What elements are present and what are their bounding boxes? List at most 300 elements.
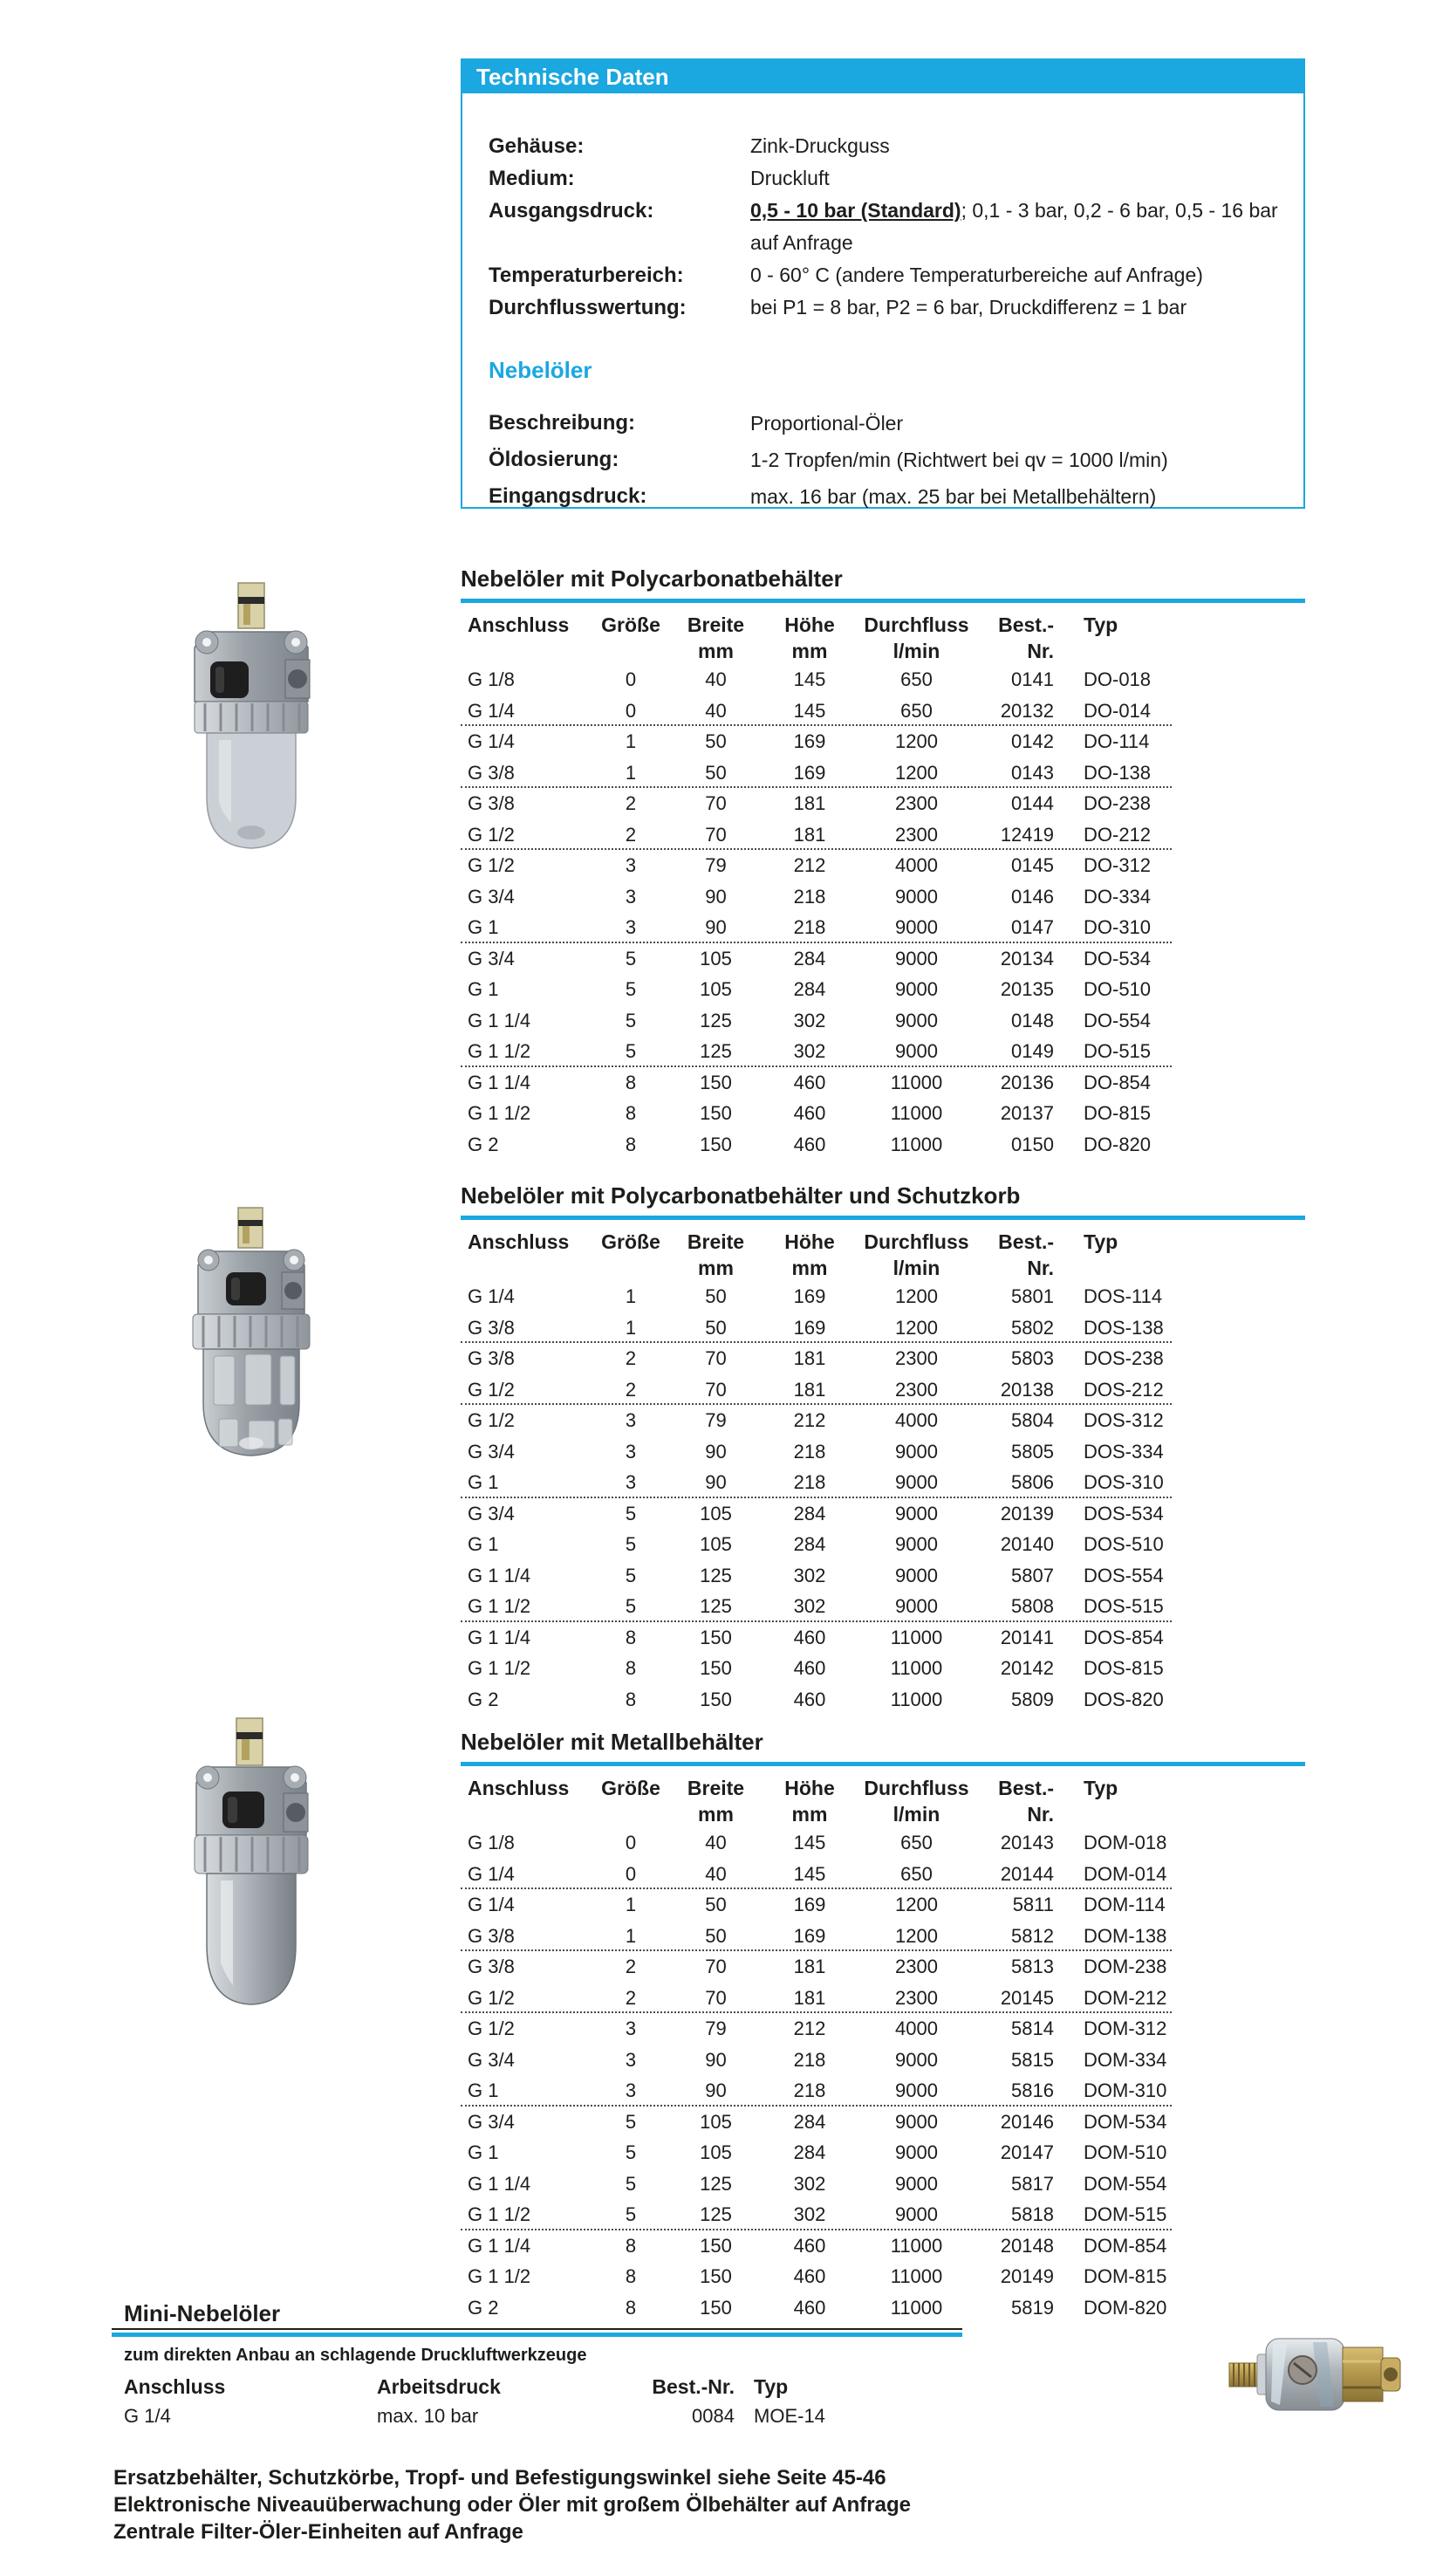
table-section-schutzkorb [461, 1182, 1305, 1715]
table-row [461, 1859, 1305, 1890]
table-cell: 20141 [1000, 1626, 1054, 1648]
column-units-row [461, 1255, 1305, 1281]
table-row [461, 2137, 1305, 2168]
nebeloeler-subheader: Nebelöler [489, 357, 592, 383]
table-cell: DO-854 [1084, 1071, 1152, 1093]
tech-value-part: 0,5 - 10 bar (Standard) [750, 199, 961, 222]
table-cell: 5 [625, 2141, 637, 2163]
table-cell: 3 [625, 2018, 637, 2039]
table-cell: 1 [625, 1316, 637, 1339]
table-body [461, 664, 1305, 1160]
table-cell: DOS-854 [1084, 1626, 1164, 1648]
column-unit [592, 1801, 670, 1827]
table-cell: 105 [700, 1502, 732, 1524]
table-cell: 4000 [895, 854, 938, 876]
table-cell: 460 [793, 1102, 826, 1124]
table-cell: 20135 [1000, 978, 1054, 1000]
table-cell: G 1 1/2 [468, 1102, 531, 1124]
table-cell: 105 [700, 2141, 732, 2163]
table-cell: DO-014 [1084, 699, 1152, 722]
table-row [461, 695, 1305, 727]
table-cell: 9000 [895, 2172, 938, 2195]
table-section-polycarbonate [461, 565, 1305, 1160]
table-cell: G 3/8 [468, 792, 515, 814]
table-cell: 90 [705, 1471, 727, 1493]
column-header: Durchfluss [864, 1230, 969, 1253]
tech-data-label: Medium: [489, 167, 575, 190]
table-cell: 0145 [1011, 854, 1054, 876]
table-cell: 0142 [1011, 730, 1054, 752]
table-cell: 105 [700, 978, 732, 1000]
table-cell: DOS-554 [1084, 1564, 1164, 1586]
table-cell: 5 [625, 1502, 637, 1524]
title-rule [461, 1762, 1305, 1766]
table-cell: 218 [793, 1471, 826, 1493]
mini-table [112, 2373, 962, 2430]
table-cell: 212 [793, 2018, 826, 2039]
title-rule [461, 1216, 1305, 1220]
table-cell: 3 [625, 2079, 637, 2101]
table-row [461, 1374, 1305, 1406]
tech-data-label: Durchflusswertung: [489, 296, 687, 319]
table-cell: 2300 [895, 1378, 938, 1401]
table-cell: 5812 [1011, 1924, 1054, 1947]
table-cell: 3 [625, 1471, 637, 1493]
oiler-metal-bowl-illustration [181, 1715, 322, 2011]
table-row [461, 1005, 1305, 1037]
table-cell: 150 [700, 1133, 732, 1155]
table-cell: 5814 [1011, 2018, 1054, 2039]
table-cell: 125 [700, 1564, 732, 1586]
mini-section-title: Mini-Nebelöler [124, 2300, 281, 2326]
table-cell: G 1 1/4 [468, 2172, 531, 2195]
table-cell: 50 [705, 1894, 727, 1915]
table-cell: 1 [625, 1924, 637, 1947]
table-cell: 5 [625, 1595, 637, 1617]
table-cell: 150 [700, 1071, 732, 1093]
table-cell: 5801 [1011, 1285, 1054, 1307]
table-row [461, 788, 1305, 819]
table-cell: 1 [625, 761, 637, 784]
tech-data-row [489, 442, 1281, 478]
table-cell: 284 [793, 1533, 826, 1555]
column-header: Größe [601, 1777, 660, 1799]
tech-data-row [489, 259, 1281, 291]
table-row [461, 1684, 1305, 1716]
table-cell: 2 [625, 1986, 637, 2009]
table-cell: DOS-534 [1084, 1502, 1164, 1524]
table-cell: 2300 [895, 792, 938, 814]
table-cell: G 1 1/4 [468, 1626, 531, 1648]
table-cell: 218 [793, 885, 826, 908]
table-cell: 20148 [1000, 2234, 1054, 2257]
table-cell: G 1 [468, 1533, 499, 1555]
oiler-metal-bowl-photo [181, 1715, 322, 2011]
column-unit: mm [698, 1257, 734, 1279]
technical-data-rows [489, 130, 1281, 324]
table-cell: G 3/8 [468, 761, 515, 784]
table-cell: 0 [625, 1832, 637, 1853]
table-row [461, 2075, 1305, 2107]
table-cell: G 1 1/2 [468, 1595, 531, 1617]
table-cell: G 1 1/4 [468, 1564, 531, 1586]
table-cell: 9000 [895, 2079, 938, 2101]
tech-data-value [750, 405, 1281, 442]
table-cell: G 1/4 [468, 699, 515, 722]
table-cell: 50 [705, 1316, 727, 1339]
table-cell: G 1/2 [468, 1378, 515, 1401]
table-row [461, 1529, 1305, 1560]
table-cell: G 1/2 [468, 1986, 515, 2009]
table-cell: G 3/4 [468, 1440, 515, 1463]
table-cell: G 1 [468, 978, 499, 1000]
table-cell: 9000 [895, 1502, 938, 1524]
table-row [461, 1622, 1305, 1654]
table-cell: 1200 [895, 761, 938, 784]
table-cell: 2300 [895, 1347, 938, 1369]
mini-title-rule [112, 2333, 962, 2337]
table-cell: 169 [793, 1894, 826, 1915]
table-cell: DO-212 [1084, 823, 1152, 846]
table-cell: 460 [793, 1626, 826, 1648]
table-cell: 0 [625, 668, 637, 690]
table-cell: G 1 1/2 [468, 2265, 531, 2287]
table-cell: 70 [705, 792, 727, 814]
table-cell: 150 [700, 2234, 732, 2257]
table-cell: G 1 1/2 [468, 1040, 531, 1062]
column-unit [1054, 1801, 1305, 1827]
table-cell: 79 [705, 2018, 727, 2039]
tech-data-value [750, 442, 1281, 478]
table-cell: G 1/2 [468, 823, 515, 846]
table-cell: DOM-212 [1084, 1986, 1167, 2009]
table-row [461, 1467, 1305, 1498]
table-cell: 5808 [1011, 1595, 1054, 1617]
table-cell: G 1/4 [468, 1894, 515, 1915]
table-row [461, 757, 1305, 789]
table-row [461, 2230, 1305, 2262]
table-cell: DO-820 [1084, 1133, 1152, 1155]
table-cell: G 1 1/2 [468, 2203, 531, 2225]
table-cell: G 1/8 [468, 1832, 515, 1853]
table-cell: DO-510 [1084, 978, 1152, 1000]
table-cell: DOM-820 [1084, 2296, 1167, 2319]
table-cell: DOS-138 [1084, 1316, 1164, 1339]
table-cell: 11000 [890, 1102, 943, 1124]
table-cell: 8 [625, 2234, 637, 2257]
table-cell: DOM-854 [1084, 2234, 1167, 2257]
table-cell: DOM-515 [1084, 2203, 1167, 2225]
table-cell: 650 [900, 1832, 933, 1853]
table-cell: 284 [793, 947, 826, 969]
table-cell: 3 [625, 2048, 637, 2071]
table-row [461, 1343, 1305, 1374]
table-cell: 5811 [1012, 1894, 1054, 1915]
column-unit: mm [698, 1803, 734, 1826]
mini-table-cell: 0084 [692, 2405, 735, 2427]
table-cell: 5804 [1011, 1409, 1054, 1431]
column-unit: l/min [892, 1803, 940, 1826]
table-cell: G 1/4 [468, 730, 515, 752]
table-cell: 650 [900, 699, 933, 722]
tech-value-part: bei P1 = 8 bar, P2 = 6 bar, Druckdifferenz = 1 bar [750, 296, 1187, 319]
tech-data-label: Temperaturbereich: [489, 264, 684, 287]
table-cell: G 3/4 [468, 947, 515, 969]
table-cell: 20136 [1000, 1071, 1054, 1093]
table-cell: DO-534 [1084, 947, 1152, 969]
column-unit [461, 638, 592, 664]
table-cell: G 1 1/4 [468, 1071, 531, 1093]
tech-data-value [750, 130, 1281, 162]
table-cell: 90 [705, 2048, 727, 2071]
table-cell: 218 [793, 2048, 826, 2071]
table-cell: 5819 [1011, 2296, 1054, 2319]
column-header: Höhe [784, 1777, 835, 1799]
table-cell: G 1 [468, 2079, 499, 2101]
table-header [461, 612, 1305, 664]
table-cell: 20144 [1000, 1862, 1054, 1885]
table-cell: DO-310 [1084, 916, 1152, 938]
tech-data-label: Eingangsdruck: [489, 484, 647, 508]
table-cell: 11000 [890, 2234, 943, 2257]
table-cell: DOM-334 [1084, 2048, 1167, 2071]
technical-data-content [462, 93, 1303, 515]
table-cell: G 3/8 [468, 1316, 515, 1339]
tech-data-row [489, 291, 1281, 324]
table-cell: 169 [793, 1285, 826, 1307]
table-cell: G 3/4 [468, 2110, 515, 2133]
table-cell: 5 [625, 947, 637, 969]
table-cell: 150 [700, 1688, 732, 1710]
table-cell: 40 [705, 1862, 727, 1885]
table-cell: 20149 [1000, 2265, 1054, 2287]
table-cell: DOM-310 [1084, 2079, 1167, 2101]
table-cell: 3 [625, 1440, 637, 1463]
tech-data-value [750, 291, 1281, 324]
table-cell: 460 [793, 1688, 826, 1710]
table-cell: 0144 [1011, 792, 1054, 814]
table-cell: 1200 [895, 730, 938, 752]
mini-oiler-photo [1226, 2312, 1405, 2435]
table-cell: DO-312 [1084, 854, 1152, 876]
column-header: Höhe [784, 1230, 835, 1253]
mini-column-header: Typ [754, 2375, 789, 2398]
table-cell: 284 [793, 978, 826, 1000]
column-unit: mm [791, 640, 828, 662]
table-title: Nebelöler mit Polycarbonatbehälter [461, 565, 843, 592]
table-cell: 302 [793, 1595, 826, 1617]
table-cell: 3 [625, 1409, 637, 1431]
column-header: Typ [1084, 1777, 1118, 1799]
table-cell: 9000 [895, 1040, 938, 1062]
table-cell: DOM-510 [1084, 2141, 1167, 2163]
table-cell: 302 [793, 1009, 826, 1031]
oiler-protective-cage-photo [181, 1206, 322, 1461]
table-cell: 20137 [1000, 1102, 1054, 1124]
table-cell: G 1/4 [468, 1285, 515, 1307]
table-cell: 20143 [1000, 1832, 1054, 1853]
table-row [461, 1921, 1305, 1952]
column-unit [975, 1801, 1054, 1827]
table-cell: 150 [700, 1657, 732, 1679]
tech-data-label: Öldosierung: [489, 448, 619, 471]
table-cell: G 3/8 [468, 1956, 515, 1977]
column-header: Breite [687, 1777, 745, 1799]
mini-table-cell: G 1/4 [124, 2405, 171, 2427]
table-row [461, 2107, 1305, 2138]
table-row [461, 850, 1305, 881]
table-row [461, 1951, 1305, 1983]
table-cell: 50 [705, 1285, 727, 1307]
table-cell: 5 [625, 978, 637, 1000]
table-cell: 181 [793, 792, 826, 814]
table-cell: 90 [705, 916, 727, 938]
column-header: Höhe [784, 613, 835, 636]
table-cell: 2300 [895, 823, 938, 846]
table-cell: 4000 [895, 1409, 938, 1431]
table-cell: 460 [793, 2265, 826, 2287]
table-cell: 5 [625, 2172, 637, 2195]
nebeloeler-data-rows [489, 405, 1281, 515]
column-header: Best.-Nr. [998, 1230, 1054, 1279]
table-cell: 5818 [1011, 2203, 1054, 2225]
tech-value-part: ; 0,1 - 3 bar, 0,2 - 6 bar, 0,5 - 16 bar auf Anfrage [750, 199, 1278, 254]
table-row [461, 912, 1305, 943]
table-cell: 460 [793, 1071, 826, 1093]
table-cell: 650 [900, 668, 933, 690]
tech-value-part: Druckluft [750, 167, 830, 189]
table-cell: 181 [793, 1986, 826, 2009]
table-row [461, 1560, 1305, 1592]
table-cell: 20139 [1000, 1502, 1054, 1524]
table-cell: G 1 1/2 [468, 1657, 531, 1679]
table-cell: G 2 [468, 2296, 499, 2319]
table-cell: 70 [705, 1986, 727, 2009]
column-header: Typ [1084, 613, 1118, 636]
table-cell: 5816 [1011, 2079, 1054, 2101]
table-cell: 460 [793, 1133, 826, 1155]
table-row [461, 943, 1305, 975]
column-unit: mm [698, 640, 734, 662]
table-cell: 2300 [895, 1986, 938, 2009]
table-row [461, 664, 1305, 695]
table-cell: 0147 [1011, 916, 1054, 938]
table-cell: 20147 [1000, 2141, 1054, 2163]
table-cell: 150 [700, 2265, 732, 2287]
mini-header-row [124, 2373, 962, 2401]
tech-data-value [750, 195, 1281, 259]
table-cell: DOS-510 [1084, 1533, 1164, 1555]
table-cell: 218 [793, 1440, 826, 1463]
table-cell: 2 [625, 1347, 637, 1369]
table-cell: 1200 [895, 1285, 938, 1307]
table-cell: 50 [705, 761, 727, 784]
table-cell: 50 [705, 1924, 727, 1947]
column-header: Best.-Nr. [998, 1777, 1054, 1826]
table-cell: 150 [700, 1102, 732, 1124]
table-cell: 169 [793, 1924, 826, 1947]
table-cell: 11000 [890, 2265, 943, 2287]
table-cell: 125 [700, 1040, 732, 1062]
table-cell: 8 [625, 1133, 637, 1155]
table-cell: 181 [793, 823, 826, 846]
tech-data-value [750, 259, 1281, 291]
tech-value-part: Zink-Druckguss [750, 134, 890, 157]
table-cell: 9000 [895, 1440, 938, 1463]
column-unit [592, 638, 670, 664]
table-cell: DO-138 [1084, 761, 1152, 784]
table-row [461, 1281, 1305, 1312]
table-cell: 0149 [1011, 1040, 1054, 1062]
table-cell: 5 [625, 2203, 637, 2225]
table-cell: G 1 1/4 [468, 1009, 531, 1031]
table-cell: DOS-312 [1084, 1409, 1164, 1431]
table-cell: G 1/2 [468, 854, 515, 876]
column-unit: mm [791, 1257, 828, 1279]
table-cell: DOM-114 [1084, 1894, 1166, 1915]
table-cell: 0146 [1011, 885, 1054, 908]
table-cell: DOS-238 [1084, 1347, 1164, 1369]
table-cell: DO-018 [1084, 668, 1152, 690]
table-cell: 460 [793, 2296, 826, 2319]
table-cell: 11000 [890, 1657, 943, 1679]
table-cell: 3 [625, 854, 637, 876]
table-cell: 284 [793, 1502, 826, 1524]
table-row [461, 2013, 1305, 2045]
table-body [461, 1827, 1305, 2323]
table-cell: 9000 [895, 916, 938, 938]
mini-column-header: Arbeitsdruck [377, 2375, 501, 2398]
table-cell: 105 [700, 2110, 732, 2133]
table-row [461, 974, 1305, 1005]
table-cell: DO-515 [1084, 1040, 1152, 1062]
column-unit [975, 1255, 1054, 1281]
table-row [461, 1067, 1305, 1099]
table-cell: 5809 [1011, 1688, 1054, 1710]
column-unit [1054, 1255, 1305, 1281]
table-cell: DO-114 [1084, 730, 1150, 752]
table-cell: 302 [793, 1040, 826, 1062]
column-header: Größe [601, 1230, 660, 1253]
table-cell: 1200 [895, 1924, 938, 1947]
table-cell: 9000 [895, 2110, 938, 2133]
column-unit: mm [791, 1803, 828, 1826]
mini-table-cell: MOE-14 [754, 2405, 825, 2427]
table-cell: 218 [793, 916, 826, 938]
table-cell: 650 [900, 1862, 933, 1885]
table-row [461, 2199, 1305, 2230]
table-row [461, 1098, 1305, 1129]
table-cell: 1 [625, 1894, 637, 1915]
tech-data-label: Ausgangsdruck: [489, 199, 654, 223]
column-header: Breite [687, 1230, 745, 1253]
table-cell: 125 [700, 2203, 732, 2225]
table-cell: DOS-820 [1084, 1688, 1164, 1710]
table-cell: DOM-238 [1084, 1956, 1167, 1977]
table-cell: 302 [793, 2203, 826, 2225]
table-cell: 284 [793, 2110, 826, 2133]
table-cell: 9000 [895, 2141, 938, 2163]
table-cell: 9000 [895, 2203, 938, 2225]
table-cell: 302 [793, 1564, 826, 1586]
table-row [461, 1436, 1305, 1468]
table-title: Nebelöler mit Metallbehälter [461, 1729, 763, 1755]
table-row [461, 1983, 1305, 2014]
table-cell: 2 [625, 823, 637, 846]
table-cell: 70 [705, 1347, 727, 1369]
table-cell: 460 [793, 1657, 826, 1679]
table-cell: 5 [625, 1564, 637, 1586]
